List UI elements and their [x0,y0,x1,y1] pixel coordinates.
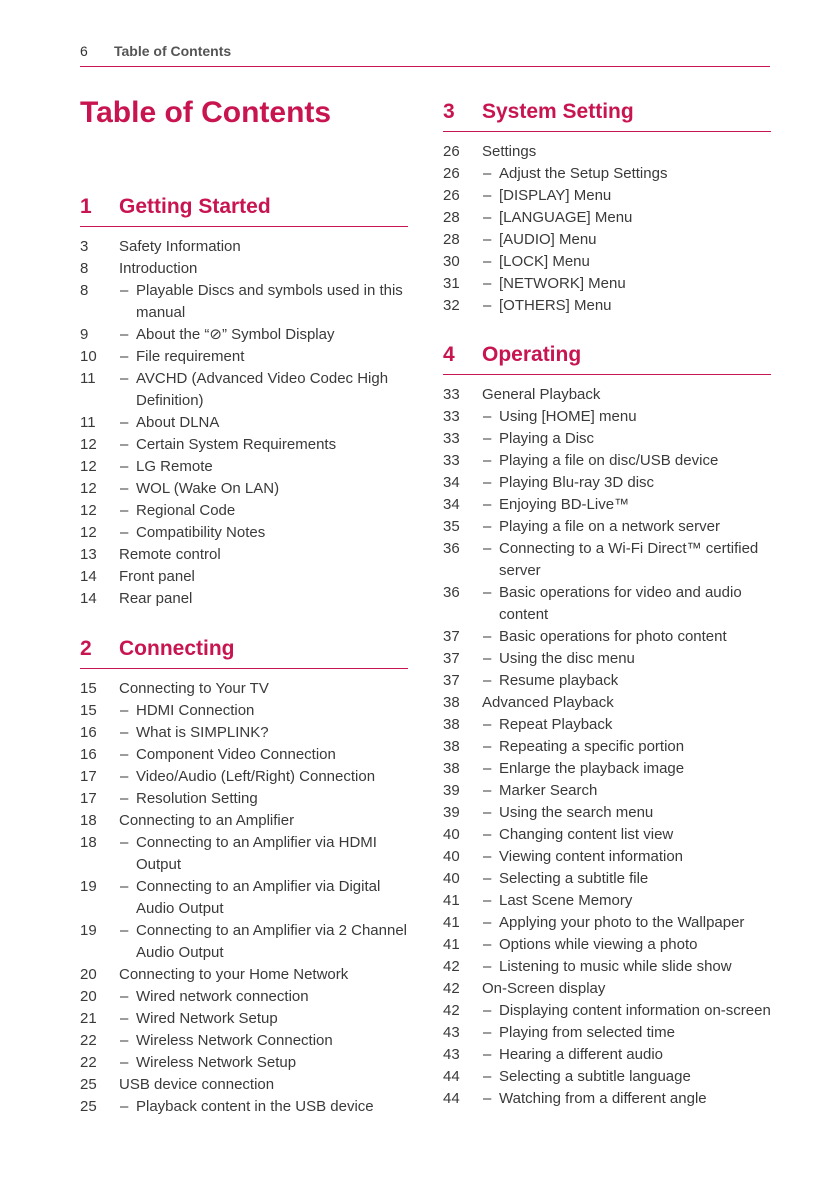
toc-subentry [80,346,408,368]
entry-text: – What is SIMPLINK? [80,722,408,744]
page-ref: 40 [443,870,460,887]
entry-text: – Connecting to an Amplifier via 2 Channel Audio Output [80,920,408,964]
toc-subentry [443,956,771,978]
toc-entry [443,141,771,163]
page-ref: 42 [443,980,460,997]
entry-text: – [LANGUAGE] Menu [443,207,771,229]
entry-text: Advanced Playback [482,694,614,711]
entry-text: – Playing Blu-ray 3D disc [443,472,771,494]
page-ref: 19 [80,878,97,895]
toc-subentry [443,1000,771,1022]
page-ref: 38 [443,716,460,733]
page-ref: 33 [443,408,460,425]
entry-text: – About DLNA [80,412,408,434]
section-heading [443,99,771,132]
page-ref: 42 [443,958,460,975]
entry-text: Settings [482,143,537,160]
toc-entry [80,964,408,986]
entry-text: – Compatibility Notes [80,522,408,544]
entry-text: – Certain System Requirements [80,434,408,456]
entry-text: – Basic operations for video and audio content [443,582,771,626]
toc-subentry [80,744,408,766]
page-ref: 20 [80,988,97,1005]
page-ref: 40 [443,848,460,865]
entry-text: – Playing from selected time [443,1022,771,1044]
page-ref: 12 [80,458,97,475]
entry-text: – [DISPLAY] Menu [443,185,771,207]
page-ref: 18 [80,834,97,851]
toc-subentry [443,472,771,494]
toc-subentry [80,1096,408,1118]
toc-subentry [80,522,408,544]
page-ref: 43 [443,1046,460,1063]
page-ref: 41 [443,892,460,909]
entry-text: – Options while viewing a photo [443,934,771,956]
page-ref: 12 [80,502,97,519]
toc-subentry [443,846,771,868]
page-ref: 3 [80,238,89,255]
toc-subentry [443,516,771,538]
entry-text: Remote control [119,546,221,563]
toc-subentry [443,163,771,185]
toc-entry [80,678,408,700]
toc-subentry [443,251,771,273]
toc-subentry [443,1066,771,1088]
page-ref: 36 [443,540,460,557]
entry-text: – Resume playback [443,670,771,692]
page-ref: 16 [80,724,97,741]
page-ref: 22 [80,1054,97,1071]
section-connecting [80,636,408,1118]
page-ref: 8 [80,260,89,277]
toc-entry [80,236,408,258]
toc-subentry [443,714,771,736]
entry-text: – Selecting a subtitle language [443,1066,771,1088]
toc-list [80,227,408,610]
toc-subentry [80,876,408,920]
page-ref: 40 [443,826,460,843]
toc-subentry [443,890,771,912]
page-ref: 33 [443,386,460,403]
section-title: Operating [482,343,582,366]
page-ref: 33 [443,430,460,447]
toc-subentry [80,920,408,964]
page-ref: 26 [443,143,460,160]
toc-list [443,132,771,317]
page-ref: 28 [443,231,460,248]
page-ref: 37 [443,672,460,689]
section-number: 1 [80,195,92,218]
entry-text: – About the “⊘” Symbol Display [80,324,408,346]
toc-subentry [443,736,771,758]
section-operating [443,342,771,1110]
toc-entry [443,384,771,406]
toc-subentry [80,788,408,810]
entry-text: Introduction [119,260,198,277]
page-ref: 41 [443,914,460,931]
toc-subentry [80,500,408,522]
toc-subentry [443,934,771,956]
entry-text: – Watching from a different angle [443,1088,771,1110]
entry-text: – Enlarge the playback image [443,758,771,780]
page-title: Table of Contents [80,96,332,129]
toc-subentry [443,780,771,802]
entry-text: – Applying your photo to the Wallpaper [443,912,771,934]
entry-text: – Playing a file on disc/USB device [443,450,771,472]
page-ref: 15 [80,680,97,697]
page-ref: 18 [80,812,97,829]
page-ref: 12 [80,436,97,453]
entry-text: – HDMI Connection [80,700,408,722]
page-ref: 38 [443,738,460,755]
entry-text: – Wireless Network Connection [80,1030,408,1052]
toc-subentry [443,406,771,428]
section-number: 3 [443,100,455,123]
page-ref: 12 [80,480,97,497]
entry-text: – [AUDIO] Menu [443,229,771,251]
page-ref: 25 [80,1076,97,1093]
toc-subentry [443,670,771,692]
toc-list [443,375,771,1110]
toc-subentry [443,758,771,780]
section-system-setting [443,99,771,317]
page-ref: 11 [80,370,96,387]
page-ref: 43 [443,1024,460,1041]
toc-subentry [80,478,408,500]
toc-subentry [443,1044,771,1066]
toc-subentry [443,824,771,846]
entry-text: – Regional Code [80,500,408,522]
page-ref: 14 [80,568,97,585]
page-ref: 35 [443,518,460,535]
section-heading [80,636,408,669]
entry-text: – Video/Audio (Left/Right) Connection [80,766,408,788]
page-ref: 21 [80,1010,97,1027]
page-ref: 12 [80,524,97,541]
page-header [80,42,770,67]
page-ref: 8 [80,282,89,299]
entry-text: – Wireless Network Setup [80,1052,408,1074]
entry-text: Connecting to your Home Network [119,966,349,983]
toc-entry [80,1074,408,1096]
page-ref: 26 [443,187,460,204]
entry-text: – Playback content in the USB device [80,1096,408,1118]
entry-text: – Using the disc menu [443,648,771,670]
entry-text: – Displaying content information on-screen [443,1000,771,1022]
entry-text: – Marker Search [443,780,771,802]
page-ref: 20 [80,966,97,983]
section-number: 4 [443,343,455,366]
entry-text: – Repeat Playback [443,714,771,736]
entry-text: – Hearing a different audio [443,1044,771,1066]
toc-subentry [443,494,771,516]
page-ref: 17 [80,790,97,807]
page-ref: 38 [443,694,460,711]
toc-subentry [443,648,771,670]
entry-text: – Connecting to an Amplifier via HDMI Output [80,832,408,876]
toc-list [80,669,408,1118]
toc-subentry [443,1088,771,1110]
toc-subentry [80,766,408,788]
entry-text: – Connecting to a Wi-Fi Direct™ certified server [443,538,771,582]
toc-subentry [80,368,408,412]
page-ref: 11 [80,414,96,431]
page-number: 6 [80,43,88,59]
entry-text: – Wired network connection [80,986,408,1008]
page-ref: 26 [443,165,460,182]
page-ref: 25 [80,1098,97,1115]
entry-text: – [OTHERS] Menu [443,295,771,317]
entry-text: Connecting to Your TV [119,680,269,697]
page-ref: 39 [443,782,460,799]
toc-entry [443,692,771,714]
entry-text: – Enjoying BD-Live™ [443,494,771,516]
page-ref: 37 [443,628,460,645]
entry-text: – [NETWORK] Menu [443,273,771,295]
page-ref: 22 [80,1032,97,1049]
entry-text: – Using [HOME] menu [443,406,771,428]
page-ref: 17 [80,768,97,785]
entry-text: – Adjust the Setup Settings [443,163,771,185]
page-ref: 30 [443,253,460,270]
section-heading [80,194,408,227]
entry-text: – LG Remote [80,456,408,478]
page-ref: 44 [443,1068,460,1085]
page-ref: 33 [443,452,460,469]
toc-subentry [443,802,771,824]
entry-text: – AVCHD (Advanced Video Codec High Definition) [80,368,408,412]
toc-subentry [443,1022,771,1044]
page-ref: 39 [443,804,460,821]
toc-subentry [80,700,408,722]
toc-subentry [443,207,771,229]
entry-text: – File requirement [80,346,408,368]
entry-text: – Selecting a subtitle file [443,868,771,890]
page-ref: 42 [443,1002,460,1019]
entry-text: – WOL (Wake On LAN) [80,478,408,500]
page-ref: 15 [80,702,97,719]
section-title: System Setting [482,100,634,123]
entry-text: – Using the search menu [443,802,771,824]
entry-text: On-Screen display [482,980,606,997]
toc-subentry [443,538,771,582]
entry-text: – Resolution Setting [80,788,408,810]
toc-subentry [443,295,771,317]
entry-text: Rear panel [119,590,193,607]
page-ref: 14 [80,590,97,607]
page-ref: 34 [443,474,460,491]
toc-entry [80,566,408,588]
toc-subentry [443,450,771,472]
toc-subentry [80,412,408,434]
page-ref: 9 [80,326,89,343]
entry-text: – Playing a file on a network server [443,516,771,538]
section-title: Connecting [119,637,235,660]
entry-text: – Last Scene Memory [443,890,771,912]
page-ref: 10 [80,348,97,365]
entry-text: – Viewing content information [443,846,771,868]
toc-subentry [80,1008,408,1030]
entry-text: – Wired Network Setup [80,1008,408,1030]
entry-text: General Playback [482,386,601,403]
toc-entry [80,258,408,280]
toc-subentry [443,229,771,251]
toc-subentry [80,280,408,324]
section-heading [443,342,771,375]
toc-subentry [80,986,408,1008]
page-ref: 28 [443,209,460,226]
toc-subentry [80,434,408,456]
page-ref: 34 [443,496,460,513]
toc-entry [443,978,771,1000]
running-title: Table of Contents [114,43,232,59]
entry-text: – Listening to music while slide show [443,956,771,978]
toc-subentry [443,626,771,648]
toc-subentry [443,868,771,890]
entry-text: – Playable Discs and symbols used in this manual [80,280,408,324]
entry-text: USB device connection [119,1076,275,1093]
toc-entry [80,588,408,610]
section-getting-started [80,194,408,610]
page-ref: 44 [443,1090,460,1107]
page-ref: 36 [443,584,460,601]
page-ref: 16 [80,746,97,763]
toc-subentry [80,1030,408,1052]
page-ref: 13 [80,546,97,563]
toc-subentry [80,1052,408,1074]
section-number: 2 [80,637,92,660]
entry-text: – Basic operations for photo content [443,626,771,648]
page-ref: 19 [80,922,97,939]
toc-subentry [443,912,771,934]
page-ref: 32 [443,297,460,314]
page-ref: 31 [443,275,460,292]
entry-text: – Component Video Connection [80,744,408,766]
page-ref: 37 [443,650,460,667]
toc-subentry [443,582,771,626]
toc-subentry [443,185,771,207]
toc-subentry [443,428,771,450]
toc-entry [80,544,408,566]
entry-text: Safety Information [119,238,241,255]
entry-text: – Repeating a specific portion [443,736,771,758]
toc-entry [80,810,408,832]
entry-text: – Connecting to an Amplifier via Digital Audio Output [80,876,408,920]
entry-text: – [LOCK] Menu [443,251,771,273]
entry-text: – Changing content list view [443,824,771,846]
page-ref: 38 [443,760,460,777]
entry-text: Front panel [119,568,195,585]
page-ref: 41 [443,936,460,953]
entry-text: – Playing a Disc [443,428,771,450]
toc-subentry [80,324,408,346]
section-title: Getting Started [119,195,271,218]
toc-subentry [80,832,408,876]
toc-subentry [443,273,771,295]
toc-subentry [80,722,408,744]
entry-text: Connecting to an Amplifier [119,812,295,829]
toc-subentry [80,456,408,478]
